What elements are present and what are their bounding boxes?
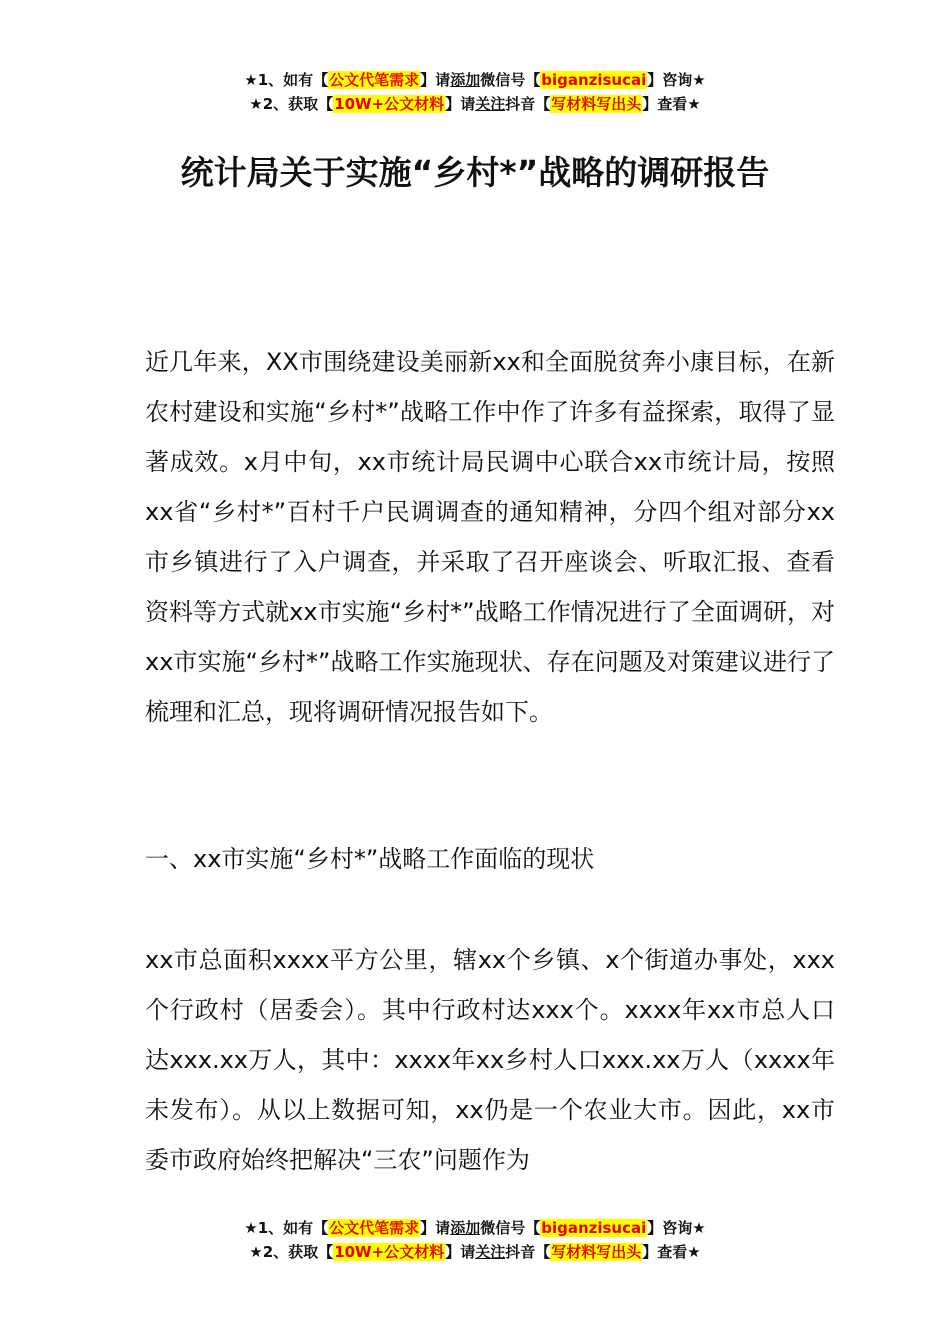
- ad-text: 微信号【: [480, 1219, 541, 1237]
- ad-text: 】查看★: [642, 95, 701, 113]
- ad-highlight: 公文代笔需求: [329, 1219, 420, 1237]
- ad-line-1: [0, 68, 950, 92]
- section-heading: 一、xx市实施“乡村*”战略工作面临的现状: [145, 845, 595, 873]
- ad-text: 】请: [420, 1219, 451, 1237]
- ad-underlined: 关注: [475, 1243, 506, 1261]
- ad-text: ★1、如有【: [244, 71, 329, 89]
- ad-text: 】请: [445, 95, 476, 113]
- ad-text: 】请: [445, 1243, 476, 1261]
- ad-highlight: 10W+公文材料: [334, 1243, 445, 1261]
- ad-underlined: 添加: [450, 1219, 481, 1237]
- ad-highlight: 公文代笔需求: [329, 71, 420, 89]
- ad-douyin-name: 写材料写出头: [551, 95, 642, 113]
- intro-paragraph: 近几年来，XX市围绕建设美丽新xx和全面脱贫奔小康目标，在新农村建设和实施“乡村*”战略工作中作了许多有益探索，取得了显著成效。x月中旬，xx市统计局民调中心联合xx市统计局，按照xx省“乡村*”百村千户民调调查的通知精神，分四个组对部分xx市乡镇进行了入户调查，并采取了召开座谈会、听取汇报、查看资料等方式就xx市实施“乡村*”战略工作情况进行了全面调研，对xx市实施“乡村*”战略工作实施现状、存在问题及对策建议进行了梳理和汇总，现将调研情况报告如下。: [145, 348, 835, 726]
- ad-text: 抖音【: [505, 1243, 551, 1261]
- ad-highlight: 10W+公文材料: [334, 95, 445, 113]
- ad-wechat-id: biganzisucai: [541, 71, 647, 89]
- ad-text: 】咨询★: [647, 71, 706, 89]
- ad-line-2: [0, 92, 950, 116]
- ad-text: ★2、获取【: [249, 1243, 334, 1261]
- ad-wechat-id: biganzisucai: [541, 1219, 647, 1237]
- ad-line-1: [0, 1216, 950, 1240]
- ad-underlined: 添加: [450, 71, 481, 89]
- ad-text: 抖音【: [505, 95, 551, 113]
- ad-text: 】请: [420, 71, 451, 89]
- top-ad-banner: [0, 68, 950, 116]
- ad-line-2: [0, 1240, 950, 1264]
- ad-underlined: 关注: [475, 95, 506, 113]
- ad-text: 微信号【: [480, 71, 541, 89]
- section-body-paragraph: xx市总面积xxxx平方公里，辖xx个乡镇、x个街道办事处，xxx个行政村（居委会）。其中行政村达xxx个。xxxx年xx市总人口达xxx.xx万人，其中：xxxx年xx乡村人口xxx.xx万人（xxxx年未发布）。从以上数据可知，xx仍是一个农业大市。因此，xx市委市政府始终把解决“三农”问题作为: [145, 946, 835, 1174]
- ad-text: ★2、获取【: [249, 95, 334, 113]
- bottom-ad-banner: [0, 1216, 950, 1264]
- ad-douyin-name: 写材料写出头: [551, 1243, 642, 1261]
- document-title: 统计局关于实施“乡村*”战略的调研报告: [180, 153, 770, 192]
- ad-text: 】咨询★: [647, 1219, 706, 1237]
- ad-text: ★1、如有【: [244, 1219, 329, 1237]
- ad-text: 】查看★: [642, 1243, 701, 1261]
